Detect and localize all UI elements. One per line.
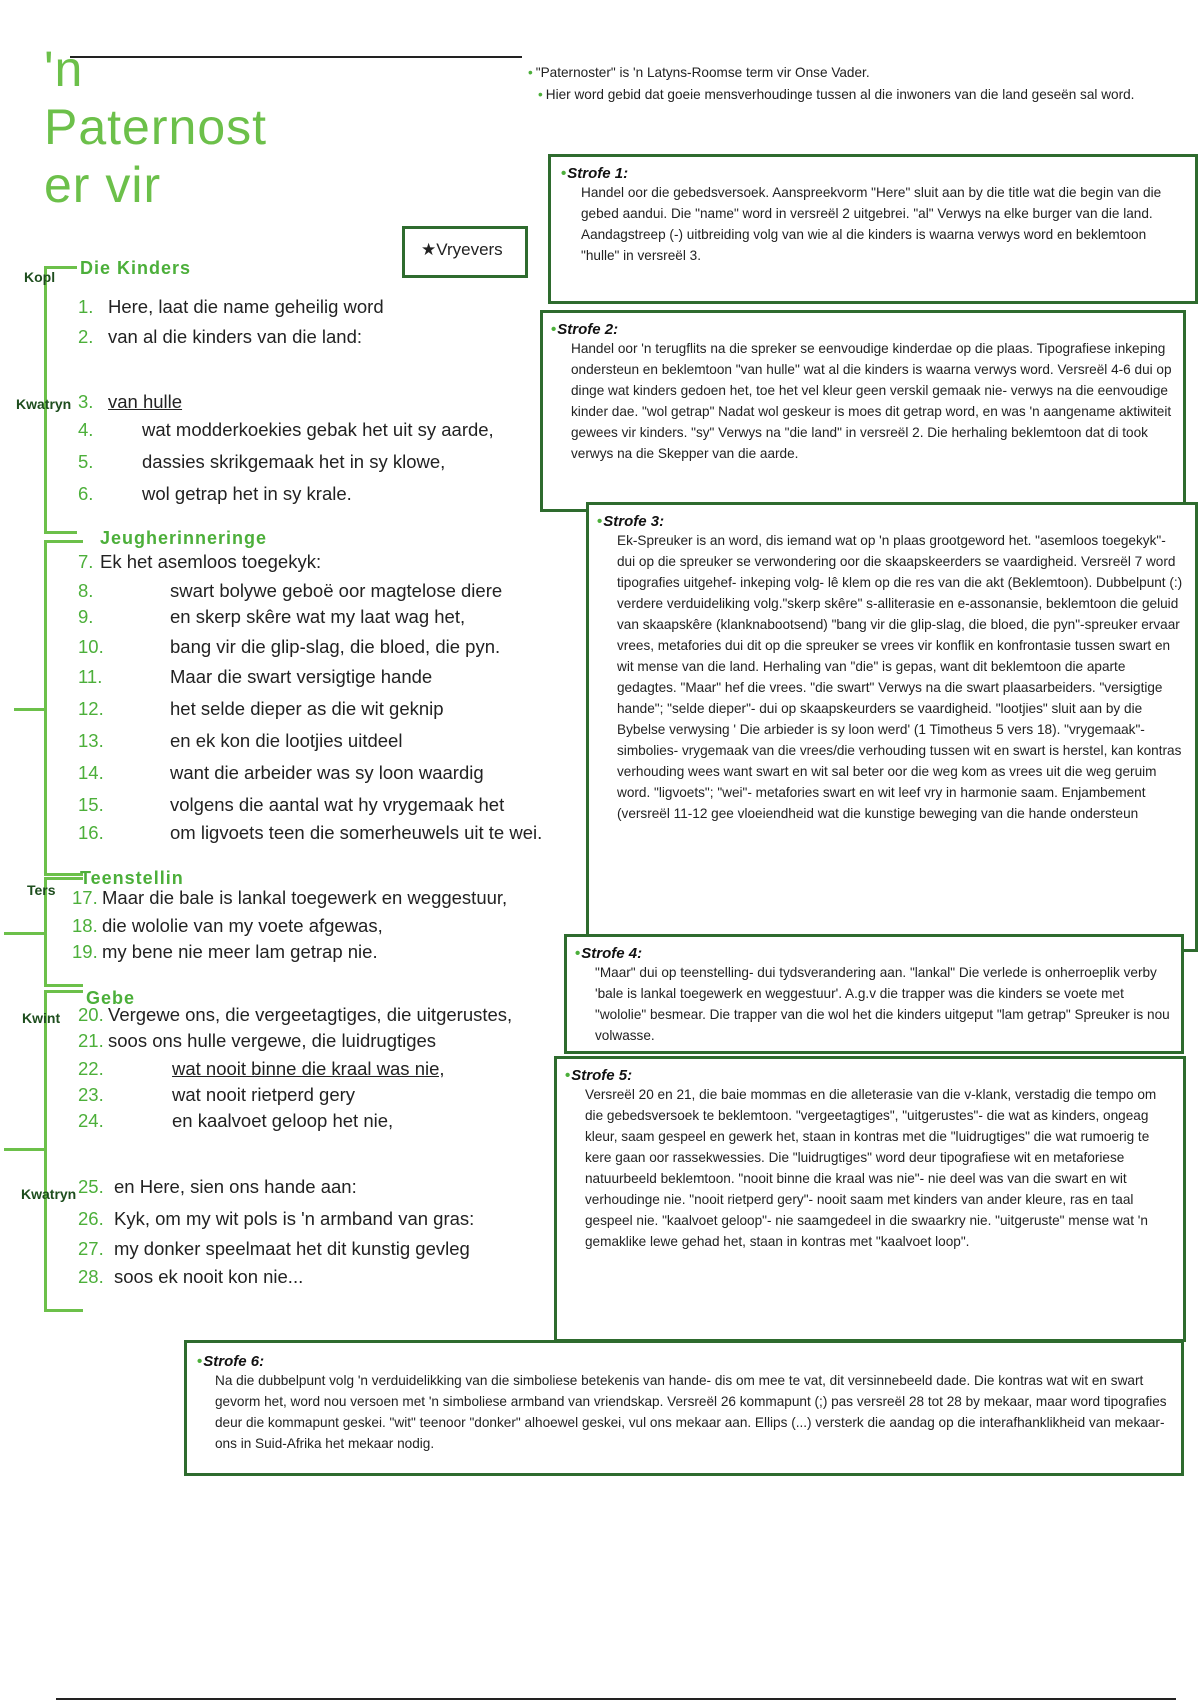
poem-line: 17. Maar die bale is lankal toegewerk en weggestuur, <box>72 887 508 908</box>
poem-line: 5. dassies skrikgemaak het in sy klowe, <box>78 451 446 472</box>
label-kwint: Kwint <box>22 1010 61 1026</box>
vryevers-box: ★Vryevers <box>402 226 528 278</box>
poem-line: 15. volgens die aantal wat hy vrygemaak het <box>78 794 505 815</box>
poem-line: 20. Vergewe ons, die vergeetagtiges, die uitgerustes, <box>78 1004 513 1025</box>
section-gebed: Gebe <box>86 988 136 1008</box>
poem-line: 24. en kaalvoet geloop het nie, <box>78 1110 394 1131</box>
poem-line: 7. Ek het asemloos toegekyk: <box>78 551 322 572</box>
bracket-tick <box>4 1148 44 1151</box>
label-ters: Ters <box>27 882 56 898</box>
poem-line: 21. soos ons hulle vergewe, die luidrugtiges <box>78 1030 437 1051</box>
strofe-6-box: • Strofe 6: Na die dubbelpunt volg 'n verduidelikking van die simboliese betekenis van hande- dis om mee te vat, dit versinnebeeld dade. Die kontras wat wit en swart gevorm het, word nou versoen met 'n simboliese armband van vriendskap. Versreël 26 kommapunt (;) pas versreël 28 tot 28 by mekaar, maar word tipografies deur die kommapunt geskei. "wit" teenoor "donker" alhoewel geskei, vul ons mekaar aan. Ellips (...) versterk die aandag op die interafhanklikheid van mekaar- ons in Suid-Afrika het mekaar nodig. <box>184 1340 1184 1476</box>
bracket-tick <box>4 932 44 935</box>
poem-line: 1. Here, laat die name geheilig word <box>78 296 384 317</box>
poem-line: 4. wat modderkoekies gebak het uit sy aarde, <box>78 419 494 440</box>
intro-notes <box>528 62 1178 106</box>
section-teenstelling: Teenstellin <box>80 868 184 888</box>
poem-line: 9. en skerp skêre wat my laat wag het, <box>78 606 466 627</box>
poem-line: 28. soos ek nooit kon nie... <box>78 1266 304 1287</box>
strofe-3-box: • Strofe 3: Ek-Spreuker is an word, dis iemand wat op 'n plaas grootgeword het. "asemloos toegekyk"- dui op die spreuker se verwondering oor die skaapskeerders se vaardigheid. Versreël 7 word tipografies uitgehef- inkeping volg- lê klem op die res van die akt (Beklemtoon). Dubbelpunt (:) verdere verduideliking volg."skerp skêre" s-alliterasie en e-assonansie, beklemtoon die geluid van skaapskêre (klanknabootsend) "bang vir die glip-slag, die bloed, die pyn"-spreuker ervaar vrees, metafories dui dit op die spreuker se vrees vir konflik en konfrontasie tussen swart en wit mense van die land. Herhaling van "die" is gepas, want dit beklemtoon die aparte gedagtes. "Maar" hef die vrees. "die swart" Verwys na die swart plaasarbeiders. "versigtige hande"; "selde dieper"- dui op skaapskeurders se vaardigheid. "lootjies" sluit aan by die Bybelse verwysing ' Die arbieder is sy loon werd' (1 Timotheus 5 vers 18). "vrygemaak"-simbolies- vrygemaak van die vrees/die verhouding tussen wit en swart is herstel, kan kontras verhouding wees want swart en wit sal beter oor die weg kom as vrees uit die weg geruim word. "ligvoets"; "wei"- metafories swart en wit leef vry in harmonie saam. Enjambement (versreël 11-12 gee vloeiendheid wat die kunstige beweging van die hande ondersteun <box>586 502 1198 952</box>
poem-line: 19. my bene nie meer lam getrap nie. <box>72 941 378 962</box>
strofe-4-box: • Strofe 4: "Maar" dui op teenstelling- dui tydsverandering aan. "lankal" Die verlede is onherroeplik verby 'bale is lankal toegewerk en weggestuur'. A.g.v die trapper was die kinders se voete met "wololie" besmear. Die trapper van die wol het die kinders uitgeput "lam getrap" Spreuker is nou volwasse. <box>564 934 1184 1054</box>
bracket-tick <box>14 708 46 711</box>
poem-line: 12. het selde dieper as die wit geknip <box>78 698 444 719</box>
poem-line: 18. die wololie van my voete afgewas, <box>72 915 383 936</box>
poem-line: 26. Kyk, om my wit pols is 'n armband van gras: <box>78 1208 475 1229</box>
label-kwatryn: Kwatryn <box>21 1186 77 1202</box>
poem-line: 3. van hulle <box>78 391 183 412</box>
poem-line: 10. bang vir die glip-slag, die bloed, die pyn. <box>78 636 501 657</box>
poem-line: 13. en ek kon die lootjies uitdeel <box>78 730 403 751</box>
label-kwatryn: Kwatryn <box>16 396 72 412</box>
poem-line: 22. wat nooit binne die kraal was nie, <box>78 1058 445 1079</box>
poem-line: 23. wat nooit rietperd gery <box>78 1084 356 1105</box>
page-title: 'n Paternost er vir <box>44 41 268 213</box>
poem-line: 14. want die arbeider was sy loon waardig <box>78 762 484 783</box>
section-die-kinders: Die Kinders <box>80 258 192 278</box>
poem-line: 27. my donker speelmaat het dit kunstig gevleg <box>78 1238 470 1259</box>
note-2: • Hier word gebid dat goeie mensverhoudinge tussen al die inwoners van die land geseën sal word. <box>528 84 1178 106</box>
poem-line: 2. van al die kinders van die land: <box>78 326 363 347</box>
strofe-2-box: • Strofe 2: Handel oor 'n terugflits na die spreker se eenvoudige kinderdae op die plaas. Tipografiese inkeping ondersteun en beklemtoon "van hulle" wat al die kinders is waarna verwys word. Versreël 4-6 dui op dinge wat kinders gedoen het, toe het vel kleur geen verskil gemaak nie- verwys na die eenvoudige kinder dae. "wol getrap" Nadat wol geskeur is moes dit getrap word, en was 'n aangename aktiwiteit gewees vir kinders. "sy" Verwys na "die land" in versreël 2. Die herhaling beklemtoon dat di took verwys na die Skepper van die aarde. <box>540 310 1186 512</box>
poem-line: 25. en Here, sien ons hande aan: <box>78 1176 357 1197</box>
poem-line: 8. swart bolywe geboë oor magtelose diere <box>78 580 503 601</box>
poem-line: 11. Maar die swart versigtige hande <box>78 666 433 687</box>
poem-line: 16. om ligvoets teen die somerheuwels uit te wei. <box>78 822 543 843</box>
strofe-5-box: • Strofe 5: Versreël 20 en 21, die baie mommas en die alleterasie van die v-klank, verstadig die tempo om die gebedsversoek te beklemtoon. "vergeetagtiges", "uitgerustes"- die wat as kinders, ongeag kleur, saam gespeel en gewerk het, staan in kontras met die "luidrugtiges" die wat rumoerig te kere gaan oor rassekwessies. Die "luidrugtiges" word deur tipografiese wit en metaforiese natuurbeeld beklemtoon. "nooit binne die kraal was nie"- nie deel was van die swart en wit verhoudinge nie. "nooit rietperd gery"- nooit saam met kinders van ander kleure, ras en taal gespeel nie. "kaalvoet geloop"- nie saamgedeel in die swaarkry nie. "uitgeruste" mense wat 'n gemaklike lewe gehad het, staan in kontras met "kaalvoet loop". <box>554 1056 1186 1342</box>
section-jeugherinneringe: Jeugherinneringe <box>100 528 268 548</box>
label-kopl: Kopl <box>24 269 56 285</box>
strofe-1-box: • Strofe 1: Handel oor die gebedsversoek. Aanspreekvorm "Here" sluit aan by die title wat die begin van die gebed aandui. Die "name" word in versreël 2 uitgebrei. "al" Verwys na elke burger van die land. Aandagstreep (-) uitbreiding volg van wie al die kinders is waarna verwys word en beklemtoon "hulle" in versreël 3. <box>548 154 1198 304</box>
note-1: • "Paternoster" is 'n Latyns-Roomse term vir Onse Vader. <box>528 62 1178 84</box>
poem-line: 6. wol getrap het in sy krale. <box>78 483 352 504</box>
